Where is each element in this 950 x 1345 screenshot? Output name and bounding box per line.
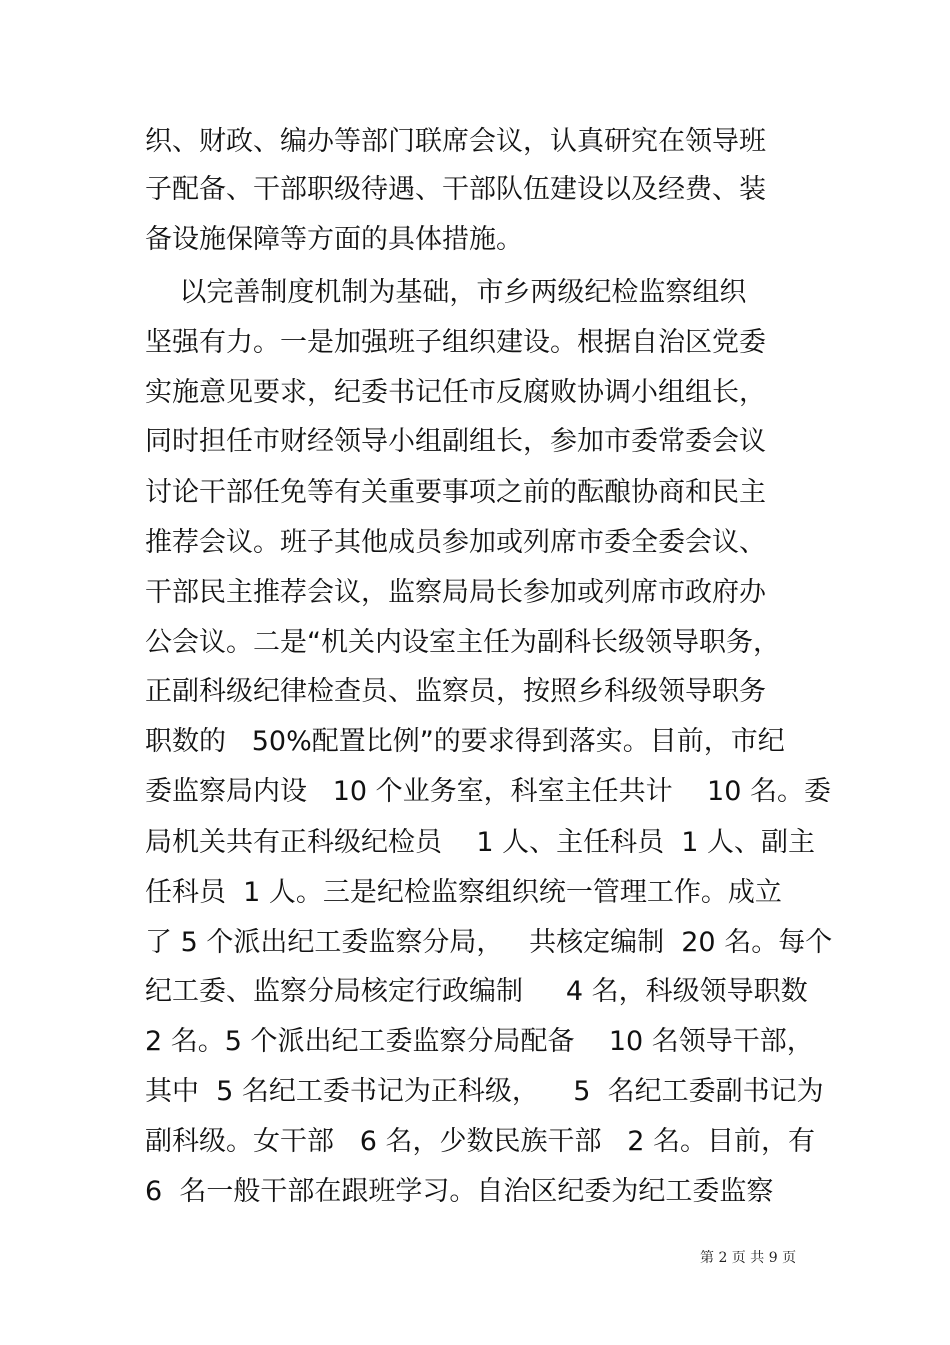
- text-line-10: 干部民主推荐会议，监察局局长参加或列席市政府办: [145, 577, 766, 608]
- text-line-12: 正副科级纪律检查员、监察员，按照乡科级领导职务: [145, 676, 766, 707]
- text-line-4: 以完善制度机制为基础，市乡两级纪检监察组织: [145, 277, 747, 308]
- text-line-5: 坚强有力。一是加强班子组织建设。根据自治区党委: [145, 327, 766, 358]
- text-line-11: 公会议。二是“机关内设室主任为副科长级领导职务，: [145, 627, 780, 658]
- text-line-6: 实施意见要求，纪委书记任市反腐败协调小组组长，: [145, 377, 766, 408]
- text-line-13: 职数的 50%配置比例”的要求得到落实。目前，市纪: [145, 726, 785, 757]
- text-line-18: 纪工委、监察分局核定行政编制 4 名，科级领导职数: [145, 976, 808, 1007]
- text-line-19: 2 名。5 个派出纪工委监察分局配备 10 名领导干部，: [145, 1026, 814, 1057]
- text-line-14: 委监察局内设 10 个业务室，科室主任共计 10 名。委: [145, 776, 831, 807]
- text-line-8: 讨论干部任免等有关重要事项之前的酝酿协商和民主: [145, 477, 766, 508]
- text-line-16: 任科员 1 人。三是纪检监察组织统一管理工作。成立: [145, 877, 782, 908]
- text-line-22: 6 名一般干部在跟班学习。自治区纪委为纪工委监察: [145, 1176, 774, 1207]
- page-indicator: 第 2 页 共 9 页: [700, 1250, 797, 1266]
- text-line-7: 同时担任市财经领导小组副组长，参加市委常委会议: [145, 426, 766, 457]
- text-line-9: 推荐会议。班子其他成员参加或列席市委全委会议、: [145, 527, 766, 558]
- text-line-20: 其中 5 名纪工委书记为正科级， 5 名纪工委副书记为: [145, 1076, 824, 1107]
- text-line-21: 副科级。女干部 6 名，少数民族干部 2 名。目前，有: [145, 1126, 816, 1157]
- text-line-2: 子配备、干部职级待遇、干部队伍建设以及经费、装: [145, 174, 766, 205]
- text-line-15: 局机关共有正科级纪检员 1 人、主任科员 1 人、副主: [145, 827, 816, 858]
- text-line-17: 了 5 个派出纪工委监察分局， 共核定编制 20 名。每个: [145, 927, 833, 958]
- text-line-3: 备设施保障等方面的具体措施。: [145, 224, 523, 255]
- text-line-1: 织、财政、编办等部门联席会议，认真研究在领导班: [145, 126, 766, 157]
